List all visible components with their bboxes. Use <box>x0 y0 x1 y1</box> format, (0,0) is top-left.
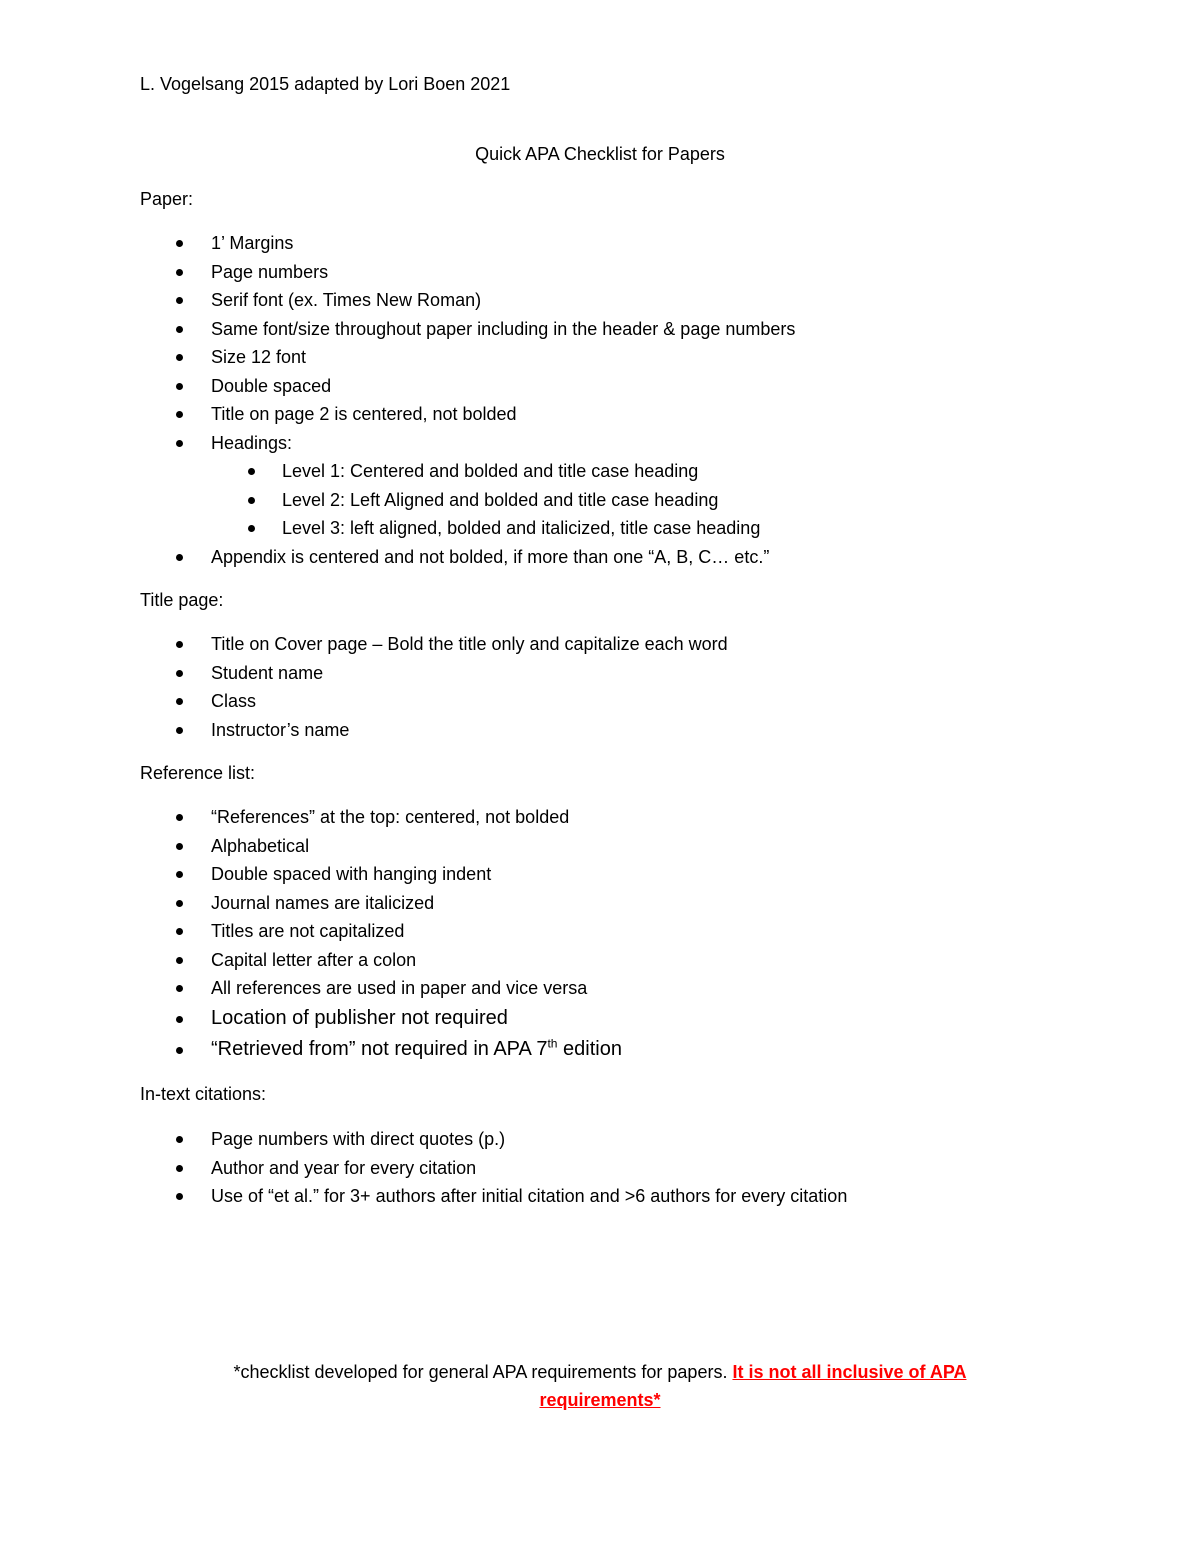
list-item: Use of “et al.” for 3+ authors after initial citation and >6 authors for every citation <box>0 1182 1200 1211</box>
list-item: Title on page 2 is centered, not bolded <box>0 400 1200 429</box>
list-item: Titles are not capitalized <box>0 917 1200 946</box>
bullet-icon <box>176 411 183 418</box>
list-item: 1’ Margins <box>0 229 1200 258</box>
bullet-icon <box>176 354 183 361</box>
bullet-icon <box>176 727 183 734</box>
footer-warning-line2: requirements* <box>539 1390 661 1410</box>
bullet-icon <box>176 843 183 850</box>
list-item: Appendix is centered and not bolded, if more than one “A, B, C… etc.” <box>0 543 1200 572</box>
bullet-icon <box>176 269 183 276</box>
sub-list-item: Level 2: Left Aligned and bolded and title case heading <box>0 486 1200 515</box>
bullet-icon <box>176 1016 183 1023</box>
list-item: Location of publisher not required <box>0 1003 1200 1034</box>
bullet-icon <box>176 957 183 964</box>
bullet-icon <box>248 468 255 475</box>
bullet-icon <box>176 1165 183 1172</box>
footer-note <box>0 1358 1200 1414</box>
list-item: Double spaced with hanging indent <box>0 860 1200 889</box>
bullet-icon <box>176 1193 183 1200</box>
list-item: Same font/size throughout paper including in the header & page numbers <box>0 315 1200 344</box>
list-item: “References” at the top: centered, not bolded <box>0 803 1200 832</box>
footer-note-text: *checklist developed for general APA requirements for papers. <box>233 1362 733 1382</box>
bullet-icon <box>176 900 183 907</box>
list-item: Headings: <box>0 429 1200 458</box>
attribution-line: L. Vogelsang 2015 adapted by Lori Boen 2021 <box>140 74 511 94</box>
list-item: Double spaced <box>0 372 1200 401</box>
title-page-list <box>0 630 1200 744</box>
edition-text: edition <box>557 1037 622 1060</box>
list-item: Student name <box>0 659 1200 688</box>
section-heading-reference-list: Reference list: <box>140 763 256 783</box>
in-text-citations-list <box>0 1125 1200 1211</box>
sub-list-item: Level 1: Centered and bolded and title case heading <box>0 457 1200 486</box>
bullet-icon <box>248 525 255 532</box>
bullet-icon <box>176 698 183 705</box>
bullet-icon <box>176 297 183 304</box>
list-item <box>0 1034 1200 1065</box>
reference-list <box>0 803 1200 1065</box>
bullet-icon <box>176 240 183 247</box>
list-item: Title on Cover page – Bold the title only and capitalize each word <box>0 630 1200 659</box>
ordinal-superscript: th <box>547 1035 558 1050</box>
list-item: Page numbers <box>0 258 1200 287</box>
list-item: All references are used in paper and vice versa <box>0 974 1200 1003</box>
bullet-icon <box>176 670 183 677</box>
list-item: Capital letter after a colon <box>0 946 1200 975</box>
document-title: Quick APA Checklist for Papers <box>475 144 725 164</box>
list-item: Class <box>0 687 1200 716</box>
bullet-icon <box>176 641 183 648</box>
section-heading-in-text-citations: In-text citations: <box>140 1084 267 1104</box>
bullet-icon <box>176 985 183 992</box>
bullet-icon <box>176 383 183 390</box>
list-item: Journal names are italicized <box>0 889 1200 918</box>
list-item: Page numbers with direct quotes (p.) <box>0 1125 1200 1154</box>
section-heading-paper: Paper: <box>140 189 194 209</box>
paper-list <box>0 229 1200 571</box>
bullet-icon <box>176 554 183 561</box>
sub-list-item: Level 3: left aligned, bolded and italicized, title case heading <box>0 514 1200 543</box>
list-item: Size 12 font <box>0 343 1200 372</box>
bullet-icon <box>176 814 183 821</box>
retrieved-text: “Retrieved from” not required in APA 7 <box>211 1037 548 1060</box>
bullet-icon <box>176 440 183 447</box>
bullet-icon <box>176 326 183 333</box>
list-item: Serif font (ex. Times New Roman) <box>0 286 1200 315</box>
bullet-icon <box>248 497 255 504</box>
bullet-icon <box>176 1136 183 1143</box>
bullet-icon <box>176 1047 183 1054</box>
list-item: Instructor’s name <box>0 716 1200 745</box>
footer-warning-line1: It is not all inclusive of APA <box>732 1362 967 1382</box>
bullet-icon <box>176 928 183 935</box>
bullet-icon <box>176 871 183 878</box>
list-item: Alphabetical <box>0 832 1200 861</box>
section-heading-title-page: Title page: <box>140 590 224 610</box>
list-item: Author and year for every citation <box>0 1154 1200 1183</box>
